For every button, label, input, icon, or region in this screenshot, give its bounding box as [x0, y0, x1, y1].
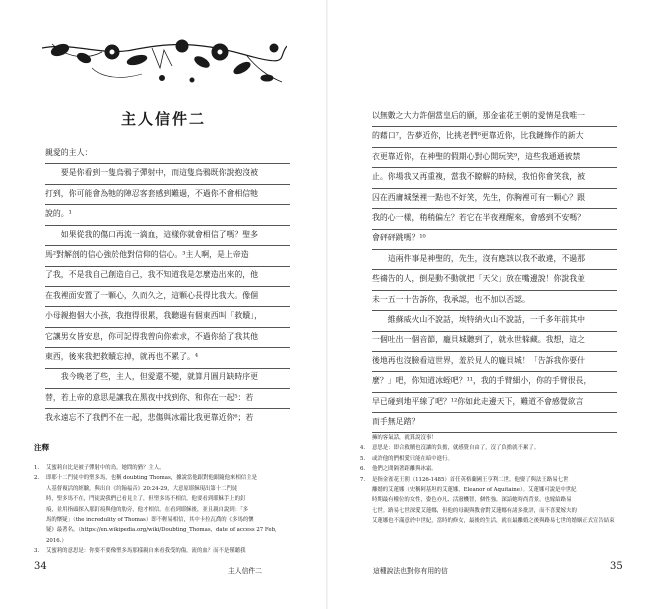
footnote-line: 艾蓮娜也不滿意於中世紀，當時的修女，最後的生活，就在最離婚之後與路易七世的婚姻正式宣告結束 [372, 518, 615, 525]
ruled-line [45, 306, 290, 307]
footnote-line: 疑》最著名。（https://en.wikipedia.org/wiki/Doubting_Thomas，date of access 27 Feb, [46, 527, 277, 534]
text-line: 以無數之大力許個當皇后的願，那金雀花王朝的愛情是我唯一 [372, 111, 586, 120]
text-line: 在我裡面安置了一顆心，久而久之，這顆心長得比我大。像個 [45, 290, 259, 300]
text-line: 我今晚老了些，主人，但愛還不變，就算月圓月缺時序更 [60, 372, 259, 382]
notes-heading: 注釋 [34, 443, 49, 452]
footnote-line: 七世。路易七世深愛艾蓮娜，但他的母親與教會對艾蓮娜有諸多批評，而不喜愛嫁夫的 [372, 507, 577, 514]
footnote-line: 2016.） [46, 537, 67, 544]
text-line: 未一五一十告訴你，我承認，也不加以否認。 [372, 294, 530, 304]
chapter-title: 主人信件二 [120, 110, 206, 128]
ruled-line [372, 371, 617, 372]
ruled-line [372, 351, 617, 352]
right-page [328, 0, 655, 609]
salutation: 親愛的主人： [45, 148, 93, 157]
footnote-line: 或許他的們相愛只能在暗中進行。 [372, 455, 453, 462]
footnote-number: 5. [360, 455, 366, 462]
ruled-line [45, 327, 290, 328]
text-line: 我的心一樣，稍稍偏左？若它在半夜裡醒來，會感到不安嗎？ [372, 213, 586, 223]
ruled-line [45, 368, 290, 369]
footnote-line: 是指金雀花王朝（1126-1485）首任英格蘭國王亨利二世，他娶了與法王路易七世 [372, 476, 569, 483]
footnote-line: 人基督複活的經驗，與出自《約翰福音》20:24-29，大意原耶穌現出第十二門徒 [46, 485, 238, 492]
footnote-number: 2. [34, 475, 40, 482]
footnote-line: 他們之間隔著距離與冰霜。 [372, 466, 437, 473]
footnote-line: 時，聖多馬不在，門徒說我們已看見主了，但聖多馬不相信，他要看到耶穌手上的釘 [46, 496, 246, 503]
ruled-line [372, 229, 617, 230]
text-line: 一個吐出一個音節，龐貝城聽到了，就永世躲藏。我想，這之 [372, 335, 586, 345]
ruled-line [372, 188, 617, 189]
text-line: 的藉口⁷，告夢近你，比挑老們⁸更靠近你，比我鏈飾作的新大 [372, 131, 584, 141]
text-line: 囚在西庸城堡裡一點也不好笑，先生，你胸裡可有一顆心？跟 [372, 192, 586, 202]
left-page [0, 0, 327, 609]
footnote [360, 454, 622, 464]
text-line: 打到，你可能會為牠的陣忍客套感到難過，不過你不會相信牠 [45, 188, 259, 198]
footnote-line: 艾蜜莉的意思是：你要不要像聖多馬那樣親自來看我受的傷，流的血？而不是僅聽我 [46, 548, 246, 555]
text-line: 會砰砰跳嗎？¹⁰ [372, 233, 426, 243]
ruled-line [45, 388, 290, 389]
ruled-line [45, 408, 290, 409]
footnote-line: 痕，並用指頭探入那釘痕與他的肋旁，他才相信。在看到耶穌後，並且親自說到：「多 [46, 506, 249, 513]
text-line: 東西，後來我把救贖忘掉，就再也不累了。⁴ [45, 352, 199, 362]
ruled-line [372, 147, 617, 148]
ruled-line [45, 286, 290, 287]
footnotes-right [360, 433, 622, 527]
footnotes-left [34, 463, 294, 557]
text-line: 馬²對解剖的信心強於他對信仰的信心。³主人啊，是上帝造 [45, 250, 249, 260]
ruled-line [372, 290, 617, 291]
footnote [34, 463, 294, 473]
footnote [34, 546, 294, 556]
page-number: 35 [610, 561, 623, 572]
ruled-line [45, 347, 290, 348]
ruled-line [372, 167, 617, 168]
text-line: 早已碰到地平線了吧？¹²你如此走邊天下，難道不會感覺欲言 [372, 396, 584, 406]
ruled-line [372, 331, 617, 332]
ruled-line [45, 184, 290, 185]
footnote-number: 4. [360, 445, 366, 452]
text-line: 說的。¹ [45, 209, 72, 219]
running-head: 主人信件二 [228, 567, 262, 575]
ruled-line [45, 204, 290, 205]
text-line: 維蘇威火山不說話，埃特納火山不說話，一千多年前其中 [387, 315, 586, 325]
footnote-number: 1. [34, 465, 40, 471]
text-line: 了我，不是我自己創造自己，我不知道我是怎麼造出來的，他 [45, 270, 259, 280]
floral-ornament-illustration [42, 38, 287, 86]
ruled-line [45, 225, 290, 226]
text-line: 止。你場我又再重複，當我不瞭解的時候，我怕你會笑我，被 [372, 172, 586, 182]
footnote [360, 433, 622, 443]
text-line: 這兩件事是神聖的，先生，沒有應該以我不敢違，不過那 [387, 253, 586, 263]
text-line: 要是你看到一隻烏鴉子彈射中，而這隻烏鴉既你說抱沒被 [60, 168, 259, 178]
ruled-line [372, 269, 617, 270]
ruled-line [45, 245, 290, 246]
ruled-line [372, 208, 617, 209]
text-line: 衣更靠近你，在神聖的假期心對心開玩笑⁹，這些我通通被禁 [372, 151, 581, 161]
footnote-line: 馬的懷疑」（the incredulity of Thomas）即不輕易相信，其中卡拉瓦喬的《多馬的懷 [46, 517, 254, 524]
ruled-line [372, 249, 617, 250]
footnote-number: 6. [360, 466, 366, 473]
text-line: 它讓男女皆安息，你可記得我曾向你索求，不過你給了我其他 [45, 331, 259, 341]
text-line: 如果從我的傷口再流一滴血，這樣你就會相信了嗎？聖多 [60, 229, 259, 239]
text-line: 小母親抱個大小孩，我抱得很累，我聽過有個東西叫「救贖」， [45, 311, 262, 321]
ruled-line [372, 126, 617, 127]
footnote-line: 即耶十二門徒中的聖多馬，也稱 doubting Thomas，據說當他跟對他跟隨他來相信主是 [46, 475, 257, 482]
ruled-line [45, 266, 290, 267]
footnote-number: 3. [34, 548, 40, 555]
footnote [360, 464, 622, 474]
footnote-line: 時期最有權位的女性，姿色亦凡、活潑機智，個性強，深諳她時尚背景，也嫁給路易 [372, 497, 572, 504]
footnote [360, 475, 622, 527]
ruled-line [372, 412, 617, 413]
footnote [360, 443, 622, 453]
ruled-line [45, 163, 290, 164]
ruled-line [372, 392, 617, 393]
footnote [34, 473, 294, 546]
footnote-line: 擁的客氣話，就算說沒事！ [372, 435, 437, 441]
running-head: 這種說法也對你有用的信 [373, 567, 448, 575]
footnote-line: 意思是：即合救贖也沒讓的負擔，就感覺自由了，沒了負擔就不累了。 [372, 445, 540, 452]
text-line: 而手無足踏？ [372, 417, 420, 427]
text-line: 麼？」吧，你知道冰蛭吧？¹¹，我的手臂細小，你的手臂很長， [372, 376, 592, 386]
footnote-number: 7. [360, 476, 366, 483]
footnote-line: 艾蜜莉自比是被子彈射中的鳥，她問的猶？主人。 [46, 465, 165, 471]
text-line: 我永遠忘不了我們不在一起，悲傷與冰霜比我更靠近你⁶；若 [45, 413, 254, 423]
page-number: 34 [34, 561, 47, 572]
text-line: 替，若上帝的意思是讓我在黑夜中找到你、和你在一起⁵：若 [45, 392, 254, 402]
ruled-line [372, 310, 617, 311]
paragraph [45, 163, 290, 224]
text-line: 些禱告的人，倒是動不動就把「天父」放在嘴邊說！你說我並 [372, 274, 586, 284]
paragraph [45, 367, 290, 428]
footnote-line: 離婚的艾蓮娜（史稱阿基坦的艾蓮娜，Eleanor of Aquitaine）。艾蓮娜可說是中世紀 [372, 487, 577, 494]
text-line: 後地再也沒臉看這世界，羞於見人的龐貝城！「告訴我你要什 [372, 355, 586, 365]
footnote-number [360, 433, 372, 443]
